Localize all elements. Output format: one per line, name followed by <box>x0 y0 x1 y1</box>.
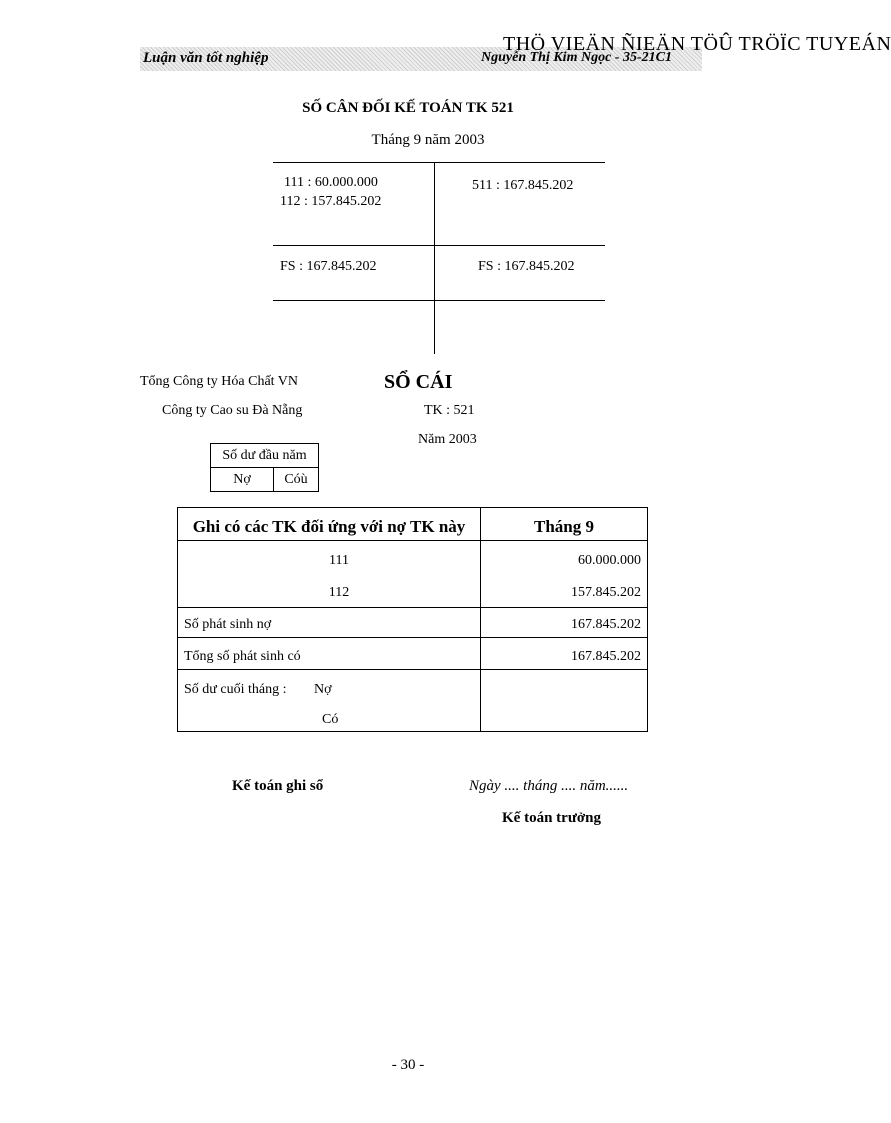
ledger-header-divider <box>178 540 647 541</box>
ledger-row-value: 167.845.202 <box>571 617 641 632</box>
t-debit-entry-1: 111 : 60.000.000 <box>284 175 378 190</box>
t-account-title: SỐ CÂN ĐỐI KẾ TOÁN TK 521 <box>302 100 514 116</box>
ledger-title: SỔ CÁI <box>384 371 453 393</box>
ledger-row-label: 112 <box>328 585 350 600</box>
ledger-header-right: Tháng 9 <box>534 517 594 536</box>
page-number: - 30 - <box>391 1057 425 1073</box>
signature-chief-accountant: Kế toán trưởng <box>502 810 601 826</box>
opening-balance-label: Số dư đầu năm <box>211 444 319 468</box>
t-debit-entry-2: 112 : 157.845.202 <box>280 194 382 209</box>
closing-balance-debit: Nợ <box>314 682 332 697</box>
t-credit-entry-1: 511 : 167.845.202 <box>472 178 574 193</box>
ledger-row-divider <box>178 637 647 638</box>
opening-balance-credit: Cóù <box>274 468 319 492</box>
t-account-vertical-line <box>434 162 435 354</box>
opening-balance-debit: Nợ <box>211 468 274 492</box>
ledger-header-left: Ghi có các TK đối ứng với nợ TK này <box>192 517 466 536</box>
header-title: Luận văn tốt nghiệp <box>143 50 269 66</box>
company-name: Công ty Cao su Đà Nẵng <box>162 403 303 418</box>
ledger-account: TK : 521 <box>424 403 475 418</box>
ledger-row-value: 60.000.000 <box>578 553 641 568</box>
ledger-row-value: 157.845.202 <box>571 585 641 600</box>
signature-bookkeeper: Kế toán ghi sổ <box>232 778 324 794</box>
header-author: Nguyễn Thị Kim Ngọc - 35-21C1 <box>481 50 672 65</box>
t-account-subtitle: Tháng 9 năm 2003 <box>371 132 485 148</box>
ledger-row-label: Tổng số phát sinh có <box>184 649 301 664</box>
ledger-table <box>177 507 648 732</box>
closing-balance-credit: Có <box>322 712 339 727</box>
t-account-mid-line <box>273 245 605 246</box>
ledger-row-value: 167.845.202 <box>571 649 641 664</box>
t-account-bottom-line <box>273 300 605 301</box>
ledger-row-divider <box>178 607 647 608</box>
ledger-row-label: Số phát sinh nợ <box>184 617 272 632</box>
signature-date: Ngày .... tháng .... năm...... <box>469 778 629 794</box>
t-debit-total: FS : 167.845.202 <box>280 259 377 274</box>
opening-balance-table <box>210 443 319 492</box>
ledger-row-divider <box>178 669 647 670</box>
company-parent: Tổng Công ty Hóa Chất VN <box>140 374 299 389</box>
t-account-top-line <box>273 162 605 163</box>
closing-balance-label: Số dư cuối tháng : <box>184 682 287 697</box>
ledger-column-divider <box>480 508 481 731</box>
watermark: THÖ VIEÄN ÑIEÄN TÖÛ TRÖÏC TUYEÁN <box>503 33 891 55</box>
ledger-row-label: 111 <box>329 553 349 568</box>
t-credit-total: FS : 167.845.202 <box>478 259 575 274</box>
ledger-year: Năm 2003 <box>418 432 477 447</box>
